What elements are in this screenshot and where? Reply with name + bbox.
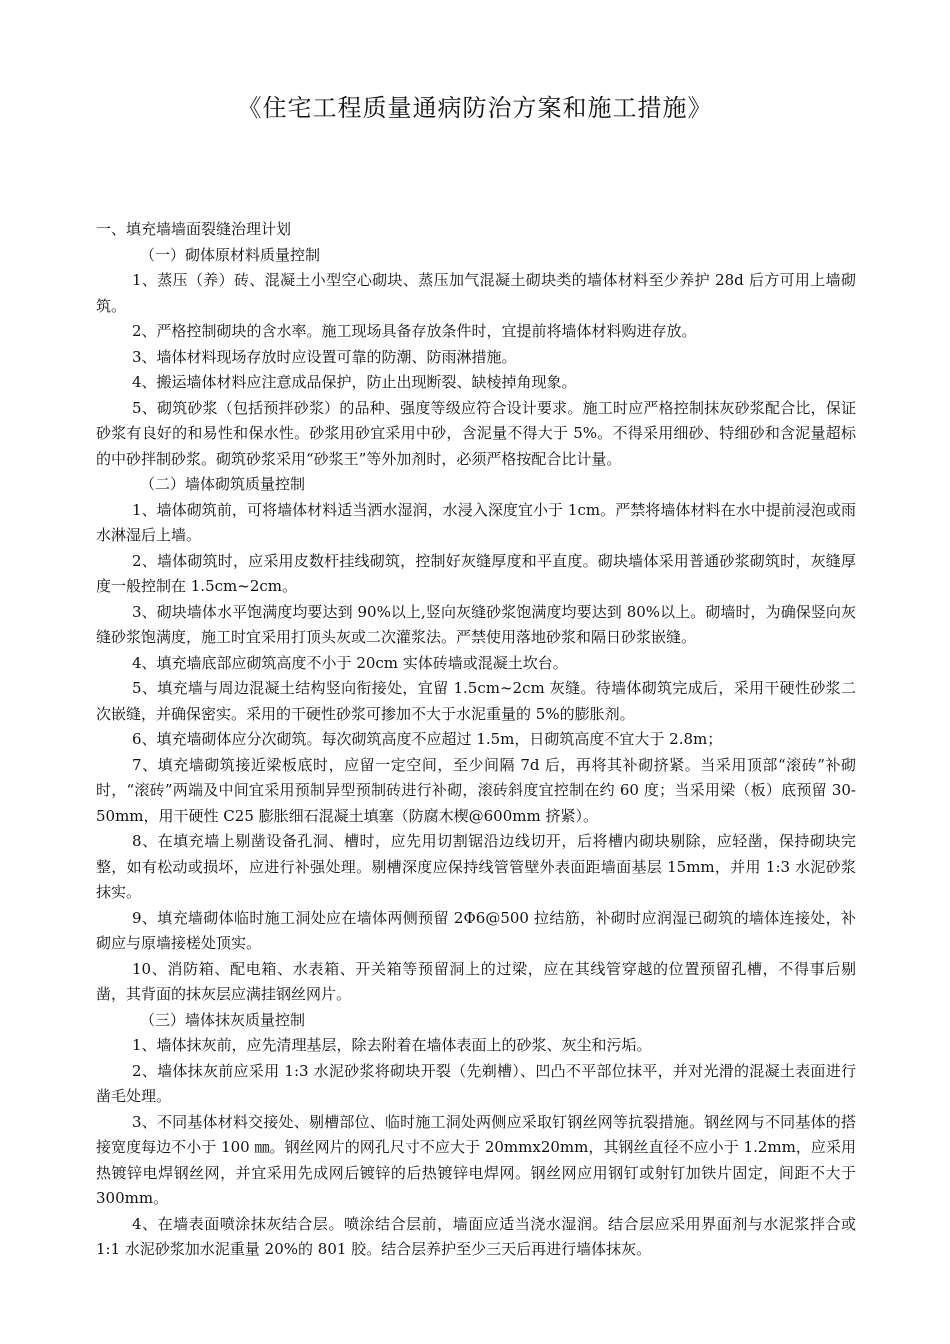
- paragraph: 2、墙体砌筑时，应采用皮数杆挂线砌筑，控制好灰缝厚度和平直度。砌块墙体采用普通砂浆砌筑时，灰缝厚度一般控制在 1.5cm~2cm。: [96, 551, 856, 595]
- paragraph: 1、墙体砌筑前，可将墙体材料适当洒水湿润，水浸入深度宜小于 1cm。严禁将墙体材料在水中提前浸泡或雨水淋湿后上墙。: [96, 500, 856, 544]
- paragraph: 1、蒸压（养）砖、混凝土小型空心砌块、蒸压加气混凝土砌块类的墙体材料至少养护 28d 后方可用上墙砌筑。: [96, 271, 856, 315]
- paragraph: 2、墙体抹灰前应采用 1:3 水泥砂浆将砌块开裂（先剃槽）、凹凸不平部位抹平，并对光滑的混凝土表面进行凿毛处理。: [96, 1061, 856, 1105]
- section-heading: 一、填充墙墙面裂缝治理计划: [96, 220, 292, 238]
- paragraph: 3、墙体材料现场存放时应设置可靠的防潮、防雨淋措施。: [132, 347, 517, 366]
- paragraph: 5、填充墙与周边混凝土结构竖向衔接处，宜留 1.5cm~2cm 灰缝。待墙体砌筑完成后，采用干硬性砂浆二次嵌缝，并确保密实。采用的干硬性砂浆可掺加不大于水泥重量的 5%的膨胀剂。: [96, 679, 856, 723]
- paragraph: 6、填充墙砌体应分次砌筑。每次砌筑高度不应超过 1.5m，日砌筑高度不宜大于 2.8m；: [132, 730, 723, 748]
- paragraph: 2、严格控制砌块的含水率。施工现场具备存放条件时，宜提前将墙体材料购进存放。: [132, 322, 697, 340]
- paragraph: 3、砌块墙体水平饱满度均要达到 90%以上,竖向灰缝砂浆饱满度均要达到 80%以上。砌墙时，为确保竖向灰缝砂浆饱满度，施工时宜采用打顶头灰或二次灌浆法。严禁使用落地砂浆和隔日砂浆嵌缝。: [96, 602, 856, 646]
- paragraph: 8、在填充墙上剔凿设备孔洞、槽时，应先用切割锯沿边线切开，后将槽内砌块剔除，应轻凿，保持砌块完整，如有松动或损坏，应进行补强处理。剔槽深度应保持线管管壁外表面距墙面基层 15mm，并用 1:3 水泥砂浆抹实。: [96, 832, 856, 901]
- paragraph: 1、墙体抹灰前，应先清理基层，除去附着在墙体表面上的砂浆、灰尘和污垢。: [132, 1036, 652, 1054]
- paragraph: 10、消防箱、配电箱、水表箱、开关箱等预留洞上的过梁，应在其线管穿越的位置预留孔槽，不得事后剔凿，其背面的抹灰层应满挂钢丝网片。: [96, 959, 856, 1003]
- subsection-heading: （三）墙体抹灰质量控制: [140, 1010, 306, 1029]
- paragraph: 7、填充墙砌筑接近梁板底时，应留一定空间，至少间隔 7d 后，再将其补砌挤紧。当采用顶部“滚砖”补砌时，“滚砖”两端及中间宜采用预制异型预制砖进行补砌，滚砖斜度宜控制在约 60 度；当采用梁（板）底预留 30-50mm，用干硬性 C25 膨胀细石混凝土填塞（防腐木楔@600mm 挤紧）。: [96, 755, 856, 825]
- paragraph: 9、填充墙砌体临时施工洞处应在墙体两侧预留 2Φ6@500 拉结筋，补砌时应润湿已砌筑的墙体连接处，补砌应与原墙接槎处顶实。: [96, 908, 856, 952]
- paragraph: 4、在墙表面喷涂抹灰结合层。喷涂结合层前，墙面应适当浇水湿润。结合层应采用界面剂与水泥浆拌合或 1:1 水泥砂浆加水泥重量 20%的 801 胶。结合层养护至少三天后再进行墙体抹灰。: [96, 1214, 856, 1258]
- paragraph: 4、搬运墙体材料应注意成品保护，防止出现断裂、缺棱掉角现象。: [132, 373, 577, 391]
- document-body: [96, 217, 856, 1263]
- paragraph: 3、不同基体材料交接处、剔槽部位、临时施工洞处两侧应采取钉钢丝网等抗裂措施。钢丝网与不同基体的搭接宽度每边不小于 100 ㎜。钢丝网片的网孔尺寸不应大于 20mmx20mm，其钢丝直径不应小于 1.2mm，应采用热镀锌电焊钢丝网，并宜采用先成网后镀锌的后热镀锌电焊网。钢丝网应用钢钉或射钉加铁片固定，间距不大于 300mm。: [96, 1112, 856, 1207]
- subsection-heading: （一）砌体原材料质量控制: [140, 245, 321, 264]
- paragraph: 5、砌筑砂浆（包括预拌砂浆）的品种、强度等级应符合设计要求。施工时应严格控制抹灰砂浆配合比，保证砂浆有良好的和易性和保水性。砂浆用砂宜采用中砂，含泥量不得大于 5%。不得采用细砂、特细砂和含泥量超标的中砂拌制砂浆。砌筑砂浆采用“砂浆王”等外加剂时，必须严格按配合比计量。: [96, 398, 856, 468]
- paragraph: 4、填充墙底部应砌筑高度不小于 20cm 实体砖墙或混凝土坎台。: [132, 653, 568, 672]
- document-title: 《住宅工程质量通病防治方案和施工措施》: [237, 94, 713, 122]
- subsection-heading: （二）墙体砌筑质量控制: [140, 475, 306, 493]
